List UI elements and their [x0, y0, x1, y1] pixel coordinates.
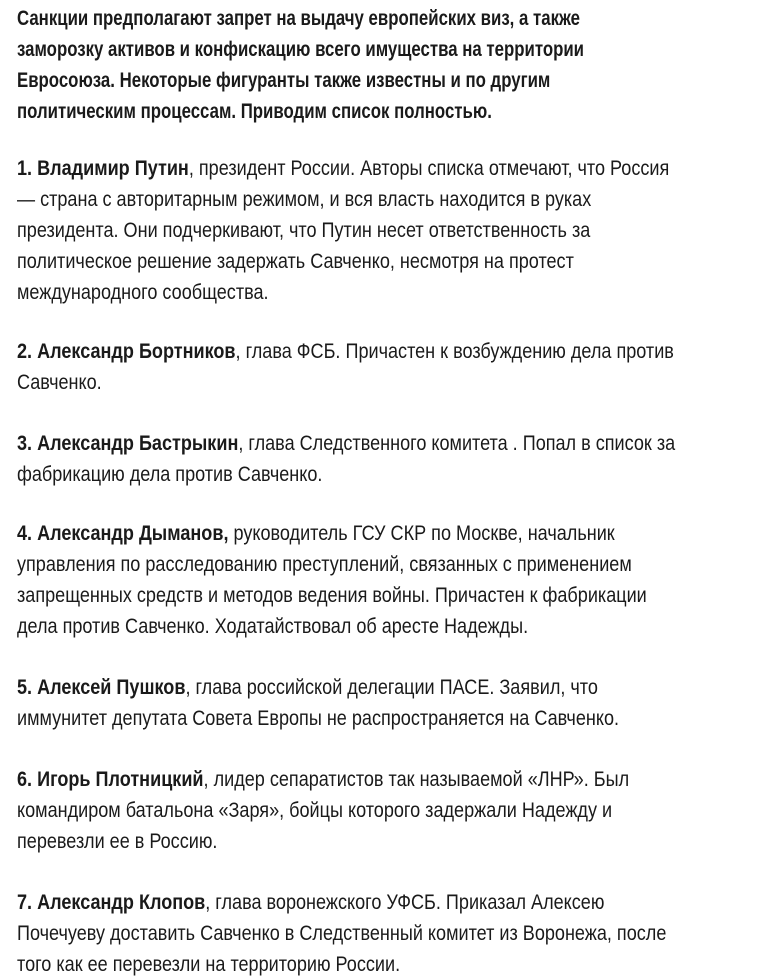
item-number: 6. — [17, 768, 33, 791]
person-name: Александр Дыманов, — [37, 522, 229, 545]
item-number: 2. — [17, 340, 33, 363]
item-text: , глава Следственного комитета . Попал в список за — [238, 432, 676, 455]
item-text: политическое решение задержать Савченко, несмотря на протест — [17, 250, 574, 273]
item-text: международного сообщества. — [17, 281, 269, 304]
person-name: Владимир Путин — [37, 157, 189, 180]
person-name: Александр Клопов — [37, 891, 206, 914]
item-text: , лидер сепаратистов так называемой «ЛНР». Был — [203, 768, 630, 791]
intro-line: заморозку активов и конфискацию всего имущества на территории — [17, 38, 584, 61]
item-text: запрещенных средств и методов ведения войны. Причастен к фабрикации — [17, 584, 647, 607]
item-number: 5. — [17, 676, 33, 699]
item-text: , глава российской делегации ПАСЕ. Заявил, что — [185, 676, 598, 699]
person-name: Игорь Плотницкий — [37, 768, 204, 791]
person-name: Александр Бортников — [37, 340, 236, 363]
item-text: перевезли ее в Россию. — [17, 830, 218, 853]
item-number: 7. — [17, 891, 33, 914]
item-text: руководитель ГСУ СКР по Москве, начальник — [228, 522, 615, 545]
item-text: , глава воронежского УФСБ. Приказал Алексею — [205, 891, 605, 914]
item-text: , глава ФСБ. Причастен к возбуждению дела против — [235, 340, 674, 363]
person-name: Алексей Пушков — [37, 676, 186, 699]
item-text: — страна с авторитарным режимом, и вся власть находится в руках — [17, 188, 592, 211]
item-text: командиром батальона «Заря», бойцы которого задержали Надежду и — [17, 799, 613, 822]
person-name: Александр Бастрыкин — [37, 432, 239, 455]
item-number: 3. — [17, 432, 33, 455]
item-text: дела против Савченко. Ходатайствовал об аресте Надежды. — [17, 615, 529, 638]
item-text: фабрикацию дела против Савченко. — [17, 463, 323, 486]
intro-line: Евросоюза. Некоторые фигуранты также известны и по другим — [17, 69, 551, 92]
item-text: , президент России. Авторы списка отмечают, что Россия — [188, 157, 670, 180]
item-number: 4. — [17, 522, 33, 545]
intro-line: Санкции предполагают запрет на выдачу европейских виз, а также — [17, 7, 581, 30]
item-text: управления по расследованию преступлений, связанных с применением — [17, 553, 632, 576]
item-text: того как ее перевезли на территорию России. — [17, 953, 401, 976]
item-text: Савченко. — [17, 371, 102, 394]
intro-line: политическим процессам. Приводим список полностью. — [17, 100, 492, 123]
item-text: президента. Они подчеркивают, что Путин несет ответственность за — [17, 219, 591, 242]
item-text: Почечуеву доставить Савченко в Следственный комитет из Воронежа, после — [17, 922, 667, 945]
item-text: иммунитет депутата Совета Европы не распространяется на Савченко. — [17, 707, 620, 730]
item-number: 1. — [17, 157, 33, 180]
